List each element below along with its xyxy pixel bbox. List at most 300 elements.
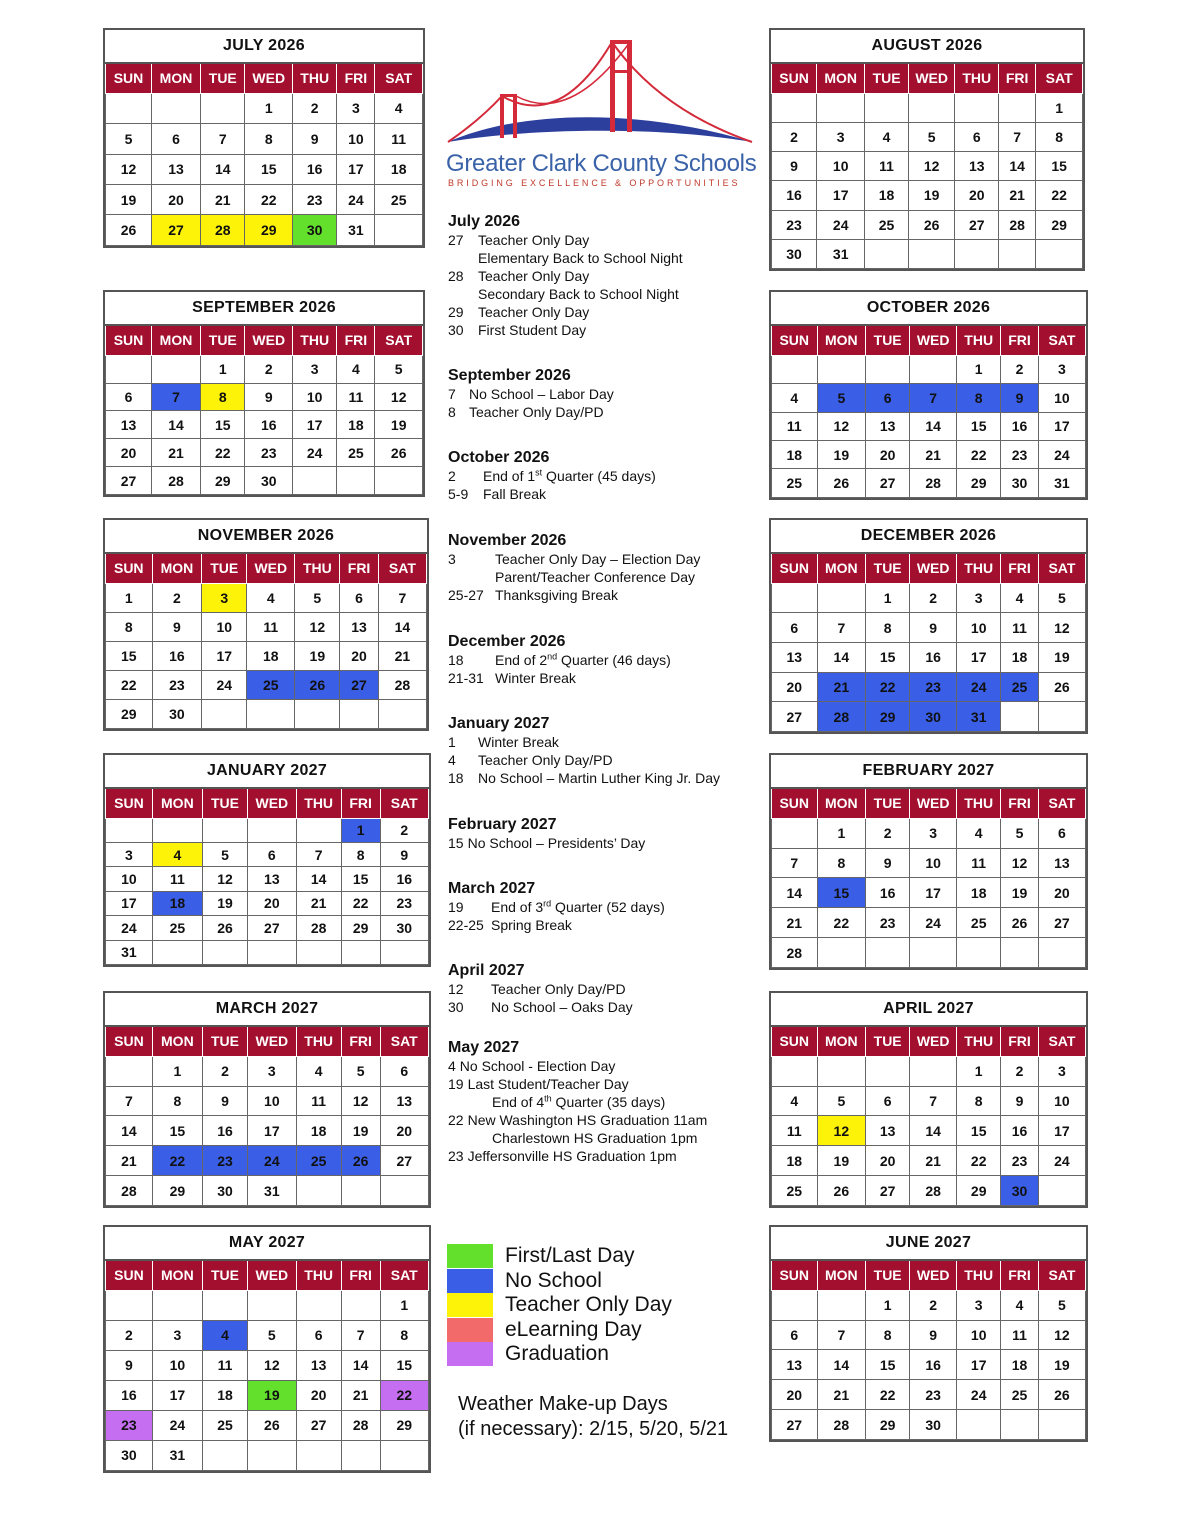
calendar-day: 5 (375, 355, 423, 383)
calendar-day: 5 (908, 122, 955, 151)
weekday-header: WED (245, 325, 293, 355)
calendar-day: 20 (151, 185, 200, 215)
calendar-day (908, 93, 955, 122)
calendar-day: 3 (957, 583, 1001, 613)
calendar-day: 8 (201, 383, 245, 411)
calendar-day: 14 (378, 612, 426, 641)
weekday-header: WED (908, 63, 955, 93)
calendar-day: 9 (293, 124, 337, 154)
weekday-header: TUE (202, 1260, 247, 1290)
calendar-day: 13 (151, 154, 200, 184)
calendar-day: 28 (378, 670, 426, 699)
calendar-day: 27 (340, 670, 379, 699)
calendar-day: 29 (957, 1176, 1001, 1206)
calendar-day: 27 (296, 1410, 341, 1440)
month-title: JUNE 2027 (772, 1227, 1086, 1260)
month-calendar (769, 1225, 1088, 1442)
note-date: 22 (448, 1112, 464, 1128)
calendar-day: 18 (337, 411, 375, 439)
calendar-day: 25 (296, 1146, 341, 1176)
calendar-day: 21 (772, 908, 818, 938)
calendar-day (247, 699, 295, 728)
legend-swatch (447, 1318, 493, 1342)
calendar-day: 2 (910, 583, 957, 613)
calendar-day (1038, 702, 1085, 732)
weekday-header: TUE (202, 1026, 247, 1056)
note-text: Teacher Only Day/PD (469, 404, 604, 420)
legend-item (447, 1342, 672, 1367)
calendar-day: 17 (248, 1116, 296, 1146)
calendar-day (1038, 1176, 1085, 1206)
weather-line-1: Weather Make-up Days (458, 1393, 668, 1415)
note-text: End of 2nd Quarter (46 days) (495, 651, 671, 668)
calendar-day: 30 (380, 916, 428, 940)
calendar-day (817, 938, 866, 968)
calendar-day: 15 (341, 867, 380, 891)
weekday-header: WED (248, 1026, 296, 1056)
calendar-day: 8 (380, 1320, 428, 1350)
calendar-day: 8 (957, 384, 1001, 412)
calendar-day: 30 (202, 1176, 247, 1206)
weekday-header: SAT (1038, 1026, 1085, 1056)
calendar-day: 14 (151, 411, 200, 439)
calendar-day (296, 940, 341, 964)
calendar-day (1001, 702, 1039, 732)
calendar-day: 25 (247, 670, 295, 699)
legend (447, 1244, 672, 1367)
calendar-day: 27 (106, 467, 152, 495)
note-text: Parent/Teacher Conference Day (495, 569, 695, 585)
calendar-day: 13 (866, 1116, 910, 1146)
calendar-day: 29 (1036, 210, 1083, 239)
calendar-day: 18 (772, 1146, 818, 1176)
calendar-day (910, 938, 957, 968)
calendar-day: 9 (106, 1350, 153, 1380)
calendar-day: 27 (772, 702, 818, 732)
calendar-day: 4 (375, 93, 423, 123)
weekday-header: MON (817, 553, 866, 583)
weekday-header: FRI (1001, 1260, 1039, 1290)
legend-swatch (447, 1269, 493, 1293)
calendar-day: 12 (341, 1086, 380, 1116)
calendar-day: 28 (151, 467, 200, 495)
calendar-day (341, 940, 380, 964)
calendar-day (340, 699, 379, 728)
weekday-header: MON (152, 1026, 202, 1056)
weekday-header: SUN (772, 553, 818, 583)
calendar-day: 23 (866, 908, 910, 938)
calendar-day: 31 (957, 702, 1001, 732)
calendar-day: 31 (817, 239, 865, 268)
weekday-header: TUE (866, 553, 910, 583)
calendar-day: 8 (957, 1086, 1001, 1116)
note-text: Last Student/Teacher Day (467, 1076, 629, 1092)
month-calendar (103, 290, 425, 497)
legend-swatch (447, 1342, 493, 1366)
legend-swatch (447, 1293, 493, 1317)
calendar-day: 8 (866, 613, 910, 643)
calendar-day: 28 (772, 938, 818, 968)
calendar-day (248, 1440, 296, 1470)
notes-month-heading: February 2027 (448, 816, 557, 833)
note-line (448, 916, 665, 934)
calendar-day (908, 239, 955, 268)
calendar-day: 13 (106, 411, 152, 439)
calendar-day: 17 (293, 411, 337, 439)
note-date: 19 (448, 1076, 464, 1092)
calendar-day: 13 (955, 152, 999, 181)
weekday-header: FRI (337, 63, 375, 93)
weekday-header: THU (295, 553, 340, 583)
calendar-day (296, 1176, 341, 1206)
calendar-day: 19 (106, 185, 152, 215)
calendar-day: 29 (201, 467, 245, 495)
calendar-day: 12 (817, 1116, 866, 1146)
calendar-day (337, 467, 375, 495)
calendar-day: 24 (293, 439, 337, 467)
calendar-day: 29 (866, 1410, 910, 1440)
note-line (448, 321, 683, 339)
note-line (448, 769, 720, 787)
calendar-day (772, 93, 817, 122)
calendar-day: 12 (106, 154, 152, 184)
calendar-day: 1 (1036, 93, 1083, 122)
calendar-day: 17 (1038, 1116, 1085, 1146)
calendar-day: 15 (106, 641, 153, 670)
weekday-header: SAT (375, 325, 423, 355)
calendar-day (296, 818, 341, 842)
calendar-day: 14 (296, 867, 341, 891)
logo-name: Greater Clark County Schools (446, 150, 757, 177)
weekday-header: SUN (772, 63, 817, 93)
calendar-day (378, 699, 426, 728)
calendar-day: 14 (817, 642, 866, 672)
calendar-day: 19 (817, 1146, 866, 1176)
calendar-day (957, 1410, 1001, 1440)
calendar-day: 10 (817, 152, 865, 181)
note-date: 30 (448, 999, 464, 1015)
calendar-day: 11 (296, 1086, 341, 1116)
month-calendar (103, 991, 431, 1208)
calendar-day: 19 (341, 1116, 380, 1146)
calendar-day: 13 (772, 1350, 818, 1380)
weekday-header: THU (296, 1026, 341, 1056)
weekday-header: SAT (1038, 788, 1085, 818)
calendar-day: 16 (1001, 412, 1039, 440)
calendar-day: 2 (106, 1320, 153, 1350)
calendar-day: 8 (817, 848, 866, 878)
calendar-day: 20 (106, 439, 152, 467)
note-line (448, 285, 683, 303)
calendar-day: 3 (248, 1056, 296, 1086)
month-title: JULY 2026 (106, 30, 423, 63)
calendar-day: 23 (380, 891, 428, 915)
note-line (448, 249, 683, 267)
note-date: 18 (448, 770, 464, 786)
note-line (448, 751, 720, 769)
calendar-day: 2 (293, 93, 337, 123)
calendar-day: 24 (202, 670, 247, 699)
weekday-header: TUE (866, 788, 910, 818)
calendar-day: 21 (296, 891, 341, 915)
calendar-day: 1 (341, 818, 380, 842)
weekday-header: SUN (772, 1260, 818, 1290)
note-date: 30 (448, 322, 464, 338)
calendar-day: 26 (106, 215, 152, 246)
note-date (448, 249, 478, 267)
weekday-header: THU (957, 1260, 1001, 1290)
note-date: 21-31 (448, 670, 484, 686)
calendar-day: 11 (337, 383, 375, 411)
calendar-day: 26 (1001, 908, 1039, 938)
calendar-day: 2 (1001, 1056, 1039, 1086)
calendar-day: 7 (296, 843, 341, 867)
calendar-day (248, 940, 296, 964)
calendar-day: 9 (910, 613, 957, 643)
calendar-day: 24 (1038, 441, 1085, 469)
notes-month-heading: December 2026 (448, 633, 566, 650)
month-notes (448, 448, 656, 503)
calendar-day: 10 (152, 1350, 202, 1380)
calendar-day: 25 (337, 439, 375, 467)
weekday-header: SAT (1036, 63, 1083, 93)
calendar-day: 2 (1001, 355, 1039, 383)
calendar-day: 19 (817, 441, 866, 469)
calendar-day: 26 (341, 1146, 380, 1176)
calendar-day: 26 (375, 439, 423, 467)
calendar-day: 7 (910, 384, 957, 412)
weekday-header: MON (152, 788, 202, 818)
calendar-day: 21 (910, 441, 957, 469)
calendar-day: 4 (296, 1056, 341, 1086)
calendar-day: 14 (910, 1116, 957, 1146)
calendar-day: 3 (957, 1290, 1001, 1320)
calendar-day (341, 1290, 380, 1320)
calendar-day: 6 (340, 583, 379, 612)
calendar-day (152, 940, 202, 964)
weekday-header: THU (293, 325, 337, 355)
calendar-day: 16 (380, 867, 428, 891)
note-line (448, 586, 700, 604)
note-text: Teacher Only Day/PD (478, 752, 613, 768)
calendar-day: 31 (106, 940, 153, 964)
calendar-day: 8 (106, 612, 153, 641)
calendar-day: 19 (1038, 1350, 1085, 1380)
calendar-day: 11 (247, 612, 295, 641)
legend-label: No School (505, 1268, 602, 1292)
weekday-header: SAT (380, 1260, 428, 1290)
month-calendar (769, 991, 1088, 1208)
calendar-day: 2 (152, 583, 202, 612)
weekday-header: TUE (866, 1260, 910, 1290)
calendar-day: 10 (337, 124, 375, 154)
note-line (448, 385, 614, 403)
weekday-header: MON (817, 788, 866, 818)
calendar-day: 30 (1001, 1176, 1039, 1206)
calendar-day: 28 (201, 215, 245, 246)
note-line (448, 485, 656, 503)
legend-swatch (447, 1244, 493, 1268)
calendar-day: 30 (772, 239, 817, 268)
calendar-day: 12 (375, 383, 423, 411)
weekday-header: THU (957, 325, 1001, 355)
note-text: No School – Oaks Day (491, 999, 633, 1015)
weekday-header: FRI (999, 63, 1036, 93)
month-calendar (103, 518, 429, 731)
calendar-day: 24 (248, 1146, 296, 1176)
calendar-day: 23 (245, 439, 293, 467)
calendar-day: 17 (1038, 412, 1085, 440)
calendar-day (866, 355, 910, 383)
calendar-day: 18 (247, 641, 295, 670)
calendar-day: 3 (910, 818, 957, 848)
note-line (448, 1075, 707, 1093)
calendar-day: 2 (866, 818, 910, 848)
calendar-day: 8 (866, 1320, 910, 1350)
calendar-day: 5 (1038, 1290, 1085, 1320)
calendar-day: 17 (337, 154, 375, 184)
calendar-day: 15 (1036, 152, 1083, 181)
weekday-header: SAT (1038, 553, 1085, 583)
calendar-day: 6 (1038, 818, 1085, 848)
weekday-header: THU (957, 788, 1001, 818)
note-date (448, 568, 495, 586)
note-text: End of 1st Quarter (45 days) (483, 467, 656, 484)
calendar-day: 30 (293, 215, 337, 246)
weekday-header: TUE (201, 63, 245, 93)
note-text: Teacher Only Day – Election Day (495, 551, 701, 567)
calendar-day: 19 (248, 1380, 296, 1410)
notes-month-heading: January 2027 (448, 715, 550, 732)
notes-month-heading: May 2027 (448, 1039, 520, 1056)
note-line (448, 568, 700, 586)
calendar-day: 1 (957, 355, 1001, 383)
calendar-day: 11 (152, 867, 202, 891)
calendar-day: 26 (295, 670, 340, 699)
month-title: AUGUST 2026 (772, 30, 1083, 63)
calendar-day (999, 93, 1036, 122)
month-notes (448, 632, 671, 687)
month-notes (448, 366, 614, 421)
calendar-day: 30 (245, 467, 293, 495)
weekday-header: FRI (341, 1260, 380, 1290)
calendar-day: 20 (866, 441, 910, 469)
calendar-day: 5 (817, 384, 866, 412)
note-text: End of 4th Quarter (35 days) (492, 1093, 666, 1110)
calendar-day: 4 (772, 1086, 818, 1116)
calendar-day: 25 (957, 908, 1001, 938)
note-text: Teacher Only Day/PD (491, 981, 626, 997)
calendar-day (106, 1290, 153, 1320)
note-line (448, 231, 683, 249)
calendar-day: 14 (910, 412, 957, 440)
calendar-day: 21 (817, 672, 866, 702)
calendar-day (817, 583, 866, 613)
calendar-day: 15 (866, 1350, 910, 1380)
weekday-header: SUN (106, 553, 153, 583)
calendar-day: 22 (866, 1380, 910, 1410)
legend-item (447, 1244, 672, 1269)
calendar-day: 23 (152, 670, 202, 699)
calendar-day (380, 940, 428, 964)
calendar-day: 6 (866, 384, 910, 412)
calendar-day: 18 (296, 1116, 341, 1146)
calendar-day: 26 (1038, 1380, 1085, 1410)
calendar-day: 1 (106, 583, 153, 612)
month-title: JANUARY 2027 (106, 755, 429, 788)
calendar-day: 28 (999, 210, 1036, 239)
calendar-day: 5 (341, 1056, 380, 1086)
calendar-day: 26 (1038, 672, 1085, 702)
calendar-day: 9 (245, 383, 293, 411)
calendar-day: 10 (957, 613, 1001, 643)
calendar-day (772, 583, 818, 613)
calendar-day: 7 (817, 613, 866, 643)
calendar-day: 13 (248, 867, 296, 891)
calendar-day: 18 (375, 154, 423, 184)
calendar-day: 18 (957, 878, 1001, 908)
calendar-day: 16 (910, 642, 957, 672)
calendar-day: 27 (866, 1176, 910, 1206)
calendar-day (106, 818, 153, 842)
calendar-day: 18 (202, 1380, 247, 1410)
note-text: Jeffersonville HS Graduation 1pm (467, 1148, 677, 1164)
calendar-day: 19 (202, 891, 247, 915)
calendar-day: 8 (152, 1086, 202, 1116)
calendar-day: 6 (380, 1056, 428, 1086)
weekday-header: SUN (772, 788, 818, 818)
calendar-day: 3 (1038, 355, 1085, 383)
calendar-day: 8 (341, 843, 380, 867)
calendar-day: 19 (375, 411, 423, 439)
month-calendar (769, 28, 1085, 271)
calendar-day (106, 93, 152, 123)
note-line (448, 834, 645, 852)
note-line (448, 1111, 707, 1129)
note-date: 2 (448, 468, 456, 484)
month-calendar (103, 753, 431, 967)
calendar-day: 30 (910, 702, 957, 732)
calendar-day: 10 (1038, 1086, 1085, 1116)
calendar-day: 11 (772, 412, 818, 440)
note-line (448, 980, 633, 998)
month-calendar (769, 753, 1088, 970)
calendar-day: 2 (910, 1290, 957, 1320)
calendar-day: 6 (955, 122, 999, 151)
calendar-day (151, 93, 200, 123)
calendar-day (375, 215, 423, 246)
calendar-day (202, 1440, 247, 1470)
weekday-header: FRI (1001, 325, 1039, 355)
calendar-day: 9 (380, 843, 428, 867)
calendar-day: 15 (201, 411, 245, 439)
calendar-day: 24 (106, 916, 153, 940)
weekday-header: MON (152, 1260, 202, 1290)
calendar-day (375, 467, 423, 495)
calendar-day: 28 (296, 916, 341, 940)
calendar-day: 9 (866, 848, 910, 878)
calendar-day: 27 (380, 1146, 428, 1176)
weekday-header: WED (910, 553, 957, 583)
weekday-header: THU (296, 788, 341, 818)
calendar-day: 2 (380, 818, 428, 842)
calendar-day: 29 (341, 916, 380, 940)
calendar-day: 17 (152, 1380, 202, 1410)
calendar-day: 25 (865, 210, 909, 239)
weekday-header: MON (817, 63, 865, 93)
notes-month-heading: September 2026 (448, 367, 571, 384)
note-date: 23 (448, 1148, 464, 1164)
